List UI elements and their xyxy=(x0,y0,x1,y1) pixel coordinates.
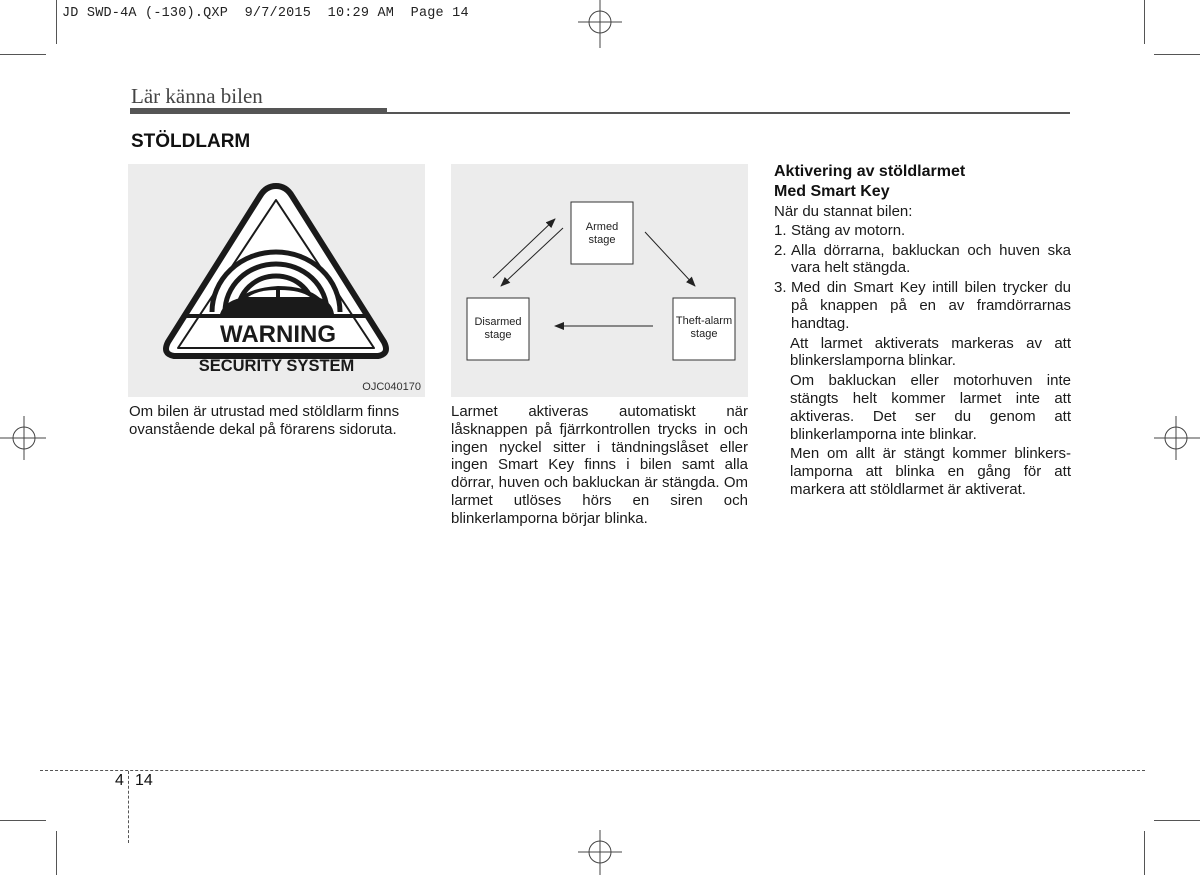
header-rule-thin xyxy=(387,112,1070,114)
registration-mark-right xyxy=(1154,410,1200,470)
decal-description: Om bilen är utrustad med stöldlarm finns ovanstående dekal på förarens sidoruta. xyxy=(129,403,400,438)
armed-label-line2: stage xyxy=(588,234,616,246)
note-text: Att larmet aktiverats markeras av att blinkerslamporna blinkar. xyxy=(790,334,1071,370)
theft-label-line2: stage xyxy=(690,328,718,340)
crop-mark xyxy=(56,0,57,44)
list-text: Alla dörrarna, bakluckan och huven ska vara helt stängda. xyxy=(791,241,1071,277)
intro-text: När du stannat bilen: xyxy=(774,203,913,220)
registration-mark-bottom xyxy=(570,830,630,875)
page-number-divider xyxy=(128,771,129,843)
list-text: Stäng av motorn. xyxy=(791,221,906,239)
print-header: JD SWD-4A (-130).QXP 9/7/2015 10:29 AM Page 14 xyxy=(62,6,469,21)
armed-stage-box xyxy=(571,202,633,264)
note-text: Om bakluckan eller motorhuven inte stängts helt kommer larmet inte att aktiveras. Det ser du genom att blinkerlamporna inte blinkar. xyxy=(790,372,1071,443)
section-heading: Aktivering av stöldlarmet xyxy=(774,163,966,180)
armed-label-line1: Armed xyxy=(585,221,619,233)
warning-decal-figure xyxy=(128,164,425,397)
registration-mark-top xyxy=(570,0,630,50)
list-number: 2. xyxy=(774,241,787,259)
list-number: 1. xyxy=(774,221,787,239)
note-text: Men om allt är stängt kommer blinkers-lamporna att blinka en gång för att markera att stöldlarmet är aktiverat. xyxy=(790,445,1071,498)
smart-key-activation-section xyxy=(774,162,1071,499)
disarmed-label-line2: stage xyxy=(484,329,512,341)
list-item xyxy=(774,279,1071,332)
crop-mark xyxy=(1154,820,1200,821)
security-system-label: SECURITY SYSTEM xyxy=(198,357,355,375)
crop-mark xyxy=(1154,54,1200,55)
section-subheading: Med Smart Key xyxy=(774,183,890,200)
list-text: Med din Smart Key intill bilen trycker du på knappen på en av framdörrarnas handtag. xyxy=(791,279,1071,332)
crop-mark xyxy=(1144,0,1145,44)
section-header: Lär känna bilen xyxy=(131,84,263,108)
theft-label-line1: Theft-alarm xyxy=(675,315,733,327)
page-title: STÖLDLARM xyxy=(131,131,251,152)
alarm-stage-diagram xyxy=(451,164,748,397)
disarmed-label-line1: Disarmed xyxy=(474,316,522,328)
alarm-activation-description: Larmet aktiveras automatiskt när låsknappen på fjärrkontrollen trycks in och ingen nyckel sitter i tändningslåset eller ingen Smart Key finns i bilen samt alla dörrar, huven och bakluckan är stängda. Om larmet utlöses hörs en siren och blinkerlamporna börjar blinka. xyxy=(451,403,748,527)
footer-divider xyxy=(40,770,1145,771)
crop-mark xyxy=(0,54,46,55)
arrow-disarmed-to-armed xyxy=(493,219,555,278)
page-number: 14 xyxy=(135,772,153,789)
chapter-number: 4 xyxy=(115,772,124,789)
crop-mark xyxy=(56,831,57,875)
arrow-armed-to-disarmed xyxy=(501,228,563,286)
warning-label: WARNING xyxy=(220,321,336,348)
registration-mark-left xyxy=(0,410,46,470)
crop-mark xyxy=(1144,831,1145,875)
figure-code: OJC040170 xyxy=(362,381,421,393)
list-item xyxy=(774,222,1071,240)
arrow-armed-to-theft xyxy=(645,232,695,286)
list-number: 3. xyxy=(774,279,787,297)
list-item xyxy=(774,242,1071,278)
crop-mark xyxy=(0,820,46,821)
header-rule-thick xyxy=(130,108,387,114)
